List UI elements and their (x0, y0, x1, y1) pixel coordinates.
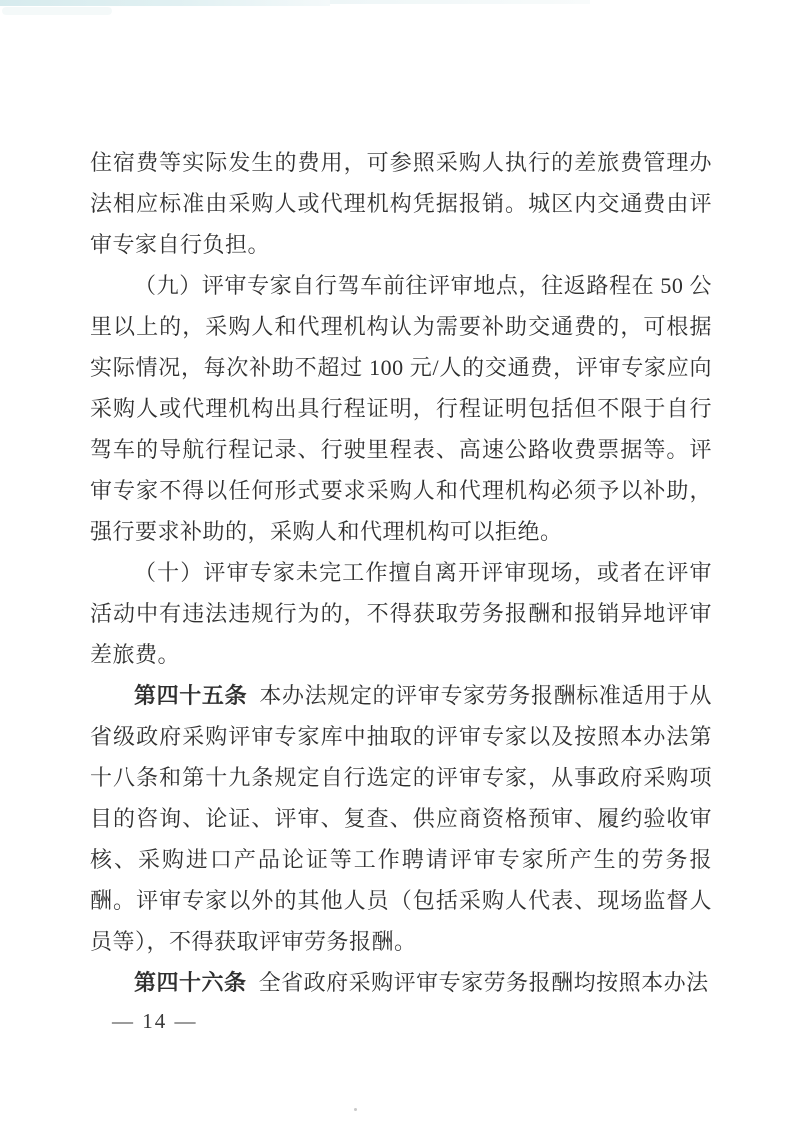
scan-artifact-top-light (330, 0, 590, 4)
paragraph-item-ten (90, 552, 712, 675)
paragraph-text: （十）评审专家未完工作擅自离开评审现场，或者在评审活动中有违法违规行为的，不得获取劳务报酬和报销异地评审差旅费。 (90, 560, 712, 667)
paragraph-article-45 (90, 675, 712, 962)
page-number: — 14 — (112, 1009, 198, 1033)
scan-artifact-smudge (2, 7, 112, 15)
paragraph-lodging-expenses (90, 142, 712, 265)
paragraph-text: （九）评审专家自行驾车前往评审地点，往返路程在 50 公里以上的，采购人和代理机构认为需要补助交通费的，可根据实际情况，每次补助不超过 100 元/人的交通费，评审专家应向采购人或代理机构出具行程证明，行程证明包括但不限于自行驾车的导航行程记录、行驶里程表、高速公路收费票据等。评审专家不得以任何形式要求采购人和代理机构必须予以补助，强行要求补助的，采购人和代理机构可以拒绝。 (90, 273, 712, 544)
paragraph-text: 住宿费等实际发生的费用，可参照采购人执行的差旅费管理办法相应标准由采购人或代理机构凭据报销。城区内交通费由评审专家自行负担。 (90, 150, 712, 257)
paragraph-text: 全省政府采购评审专家劳务报酬均按照本办法 (258, 970, 709, 995)
paragraph-text: 本办法规定的评审专家劳务报酬标准适用于从省级政府采购评审专家库中抽取的评审专家以及按照本办法第十八条和第十九条规定自行选定的评审专家，从事政府采购项目的咨询、论证、评审、复查、供应商资格预审、履约验收审核、采购进口产品论证等工作聘请评审专家所产生的劳务报酬。评审专家以外的其他人员（包括采购人代表、现场监督人员等），不得获取评审劳务报酬。 (90, 683, 712, 954)
scan-artifact-speck (354, 1108, 357, 1111)
article-46-label: 第四十六条 (134, 970, 247, 995)
scan-artifact-top (0, 0, 330, 6)
document-text-block (90, 142, 712, 1003)
paragraph-item-nine (90, 265, 712, 552)
paragraph-article-46 (90, 962, 712, 1003)
article-45-label: 第四十五条 (134, 683, 248, 708)
